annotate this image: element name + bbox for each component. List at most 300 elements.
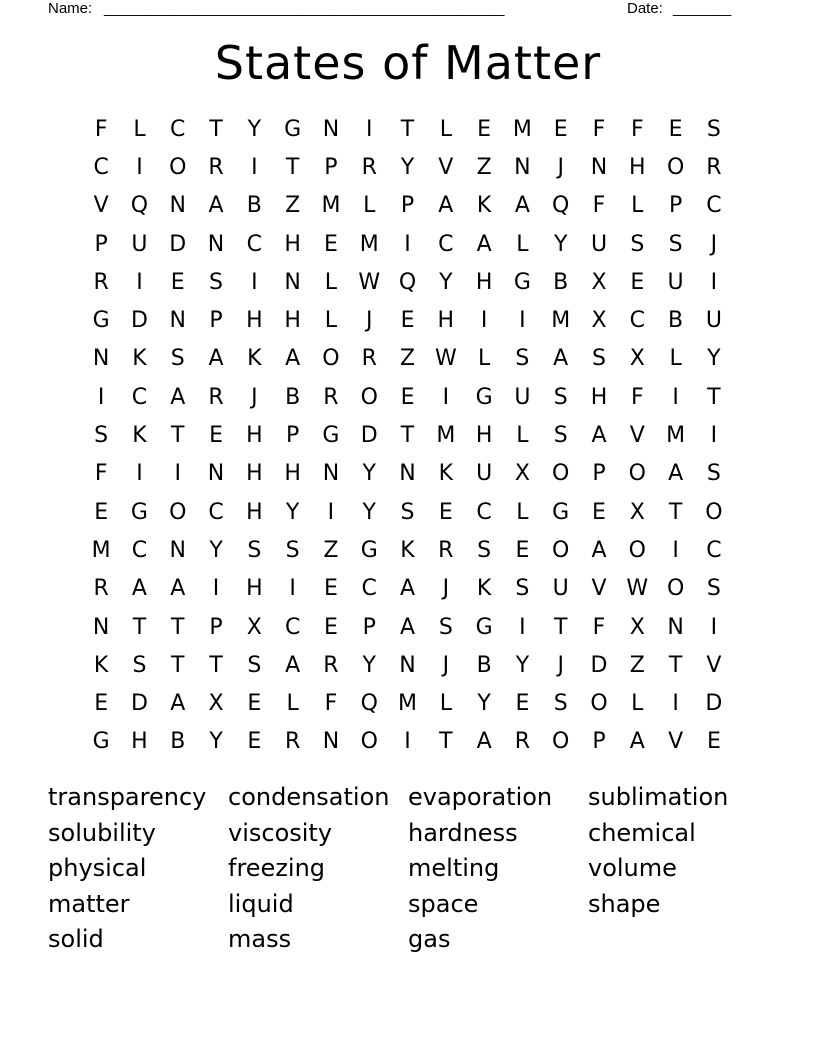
grid-letter: A (438, 193, 454, 219)
grid-letter: Z (323, 537, 339, 563)
grid-letter: U (514, 384, 531, 410)
grid-letter: A (208, 193, 224, 219)
grid-letter: F (324, 691, 338, 717)
grid-letter: V (93, 193, 109, 219)
grid-letter: Y (515, 652, 530, 678)
grid-letter: H (629, 154, 646, 180)
grid-letter: I (136, 269, 143, 295)
grid-letter: T (439, 729, 453, 755)
grid-letter: A (476, 231, 492, 257)
grid-letter: D (705, 691, 723, 717)
grid-letter: N (169, 193, 186, 219)
word-list-item: liquid (228, 889, 294, 918)
grid-letter: A (208, 346, 224, 372)
grid-letter: P (324, 154, 338, 180)
grid-letter: L (516, 231, 529, 257)
grid-letter: Z (629, 652, 645, 678)
grid-letter: D (130, 691, 148, 717)
grid-letter: I (136, 154, 143, 180)
grid-letter: Z (399, 346, 416, 372)
grid-letter: Q (130, 193, 149, 219)
grid-letter: E (706, 729, 721, 755)
grid-letter: R (93, 576, 109, 602)
grid-letter: I (97, 384, 105, 410)
grid-letter: O (322, 346, 340, 372)
grid-letter: H (246, 308, 263, 334)
grid-letter: S (477, 537, 492, 563)
grid-letter: I (136, 461, 143, 487)
grid-letter: T (209, 116, 223, 142)
grid-letter: A (591, 423, 607, 449)
grid-letter: H (475, 423, 493, 449)
grid-letter: N (399, 652, 416, 678)
grid-letter: G (513, 269, 531, 295)
grid-letter: E (400, 308, 415, 334)
grid-letter: E (400, 384, 415, 410)
grid-letter: C (93, 154, 109, 180)
grid-letter: X (629, 346, 645, 372)
grid-letter: E (323, 614, 338, 640)
worksheet-header (48, 0, 748, 20)
grid-letter: J (557, 652, 564, 678)
grid-letter: U (667, 269, 684, 295)
grid-letter: G (552, 499, 570, 525)
grid-letter: I (672, 691, 679, 717)
grid-letter: P (400, 193, 415, 219)
word-list-item: evaporation (408, 783, 553, 811)
grid-letter: W (434, 346, 457, 372)
grid-letter: H (246, 461, 263, 487)
grid-letter: A (170, 691, 186, 717)
grid-letter: T (668, 499, 683, 525)
grid-letter: X (629, 614, 645, 640)
grid-letter: I (672, 384, 679, 410)
grid-letter: H (284, 308, 301, 334)
word-list-item: volume (588, 854, 677, 882)
grid-letter: M (666, 423, 686, 449)
grid-letter: N (399, 461, 416, 487)
grid-letter: G (92, 308, 110, 334)
grid-letter: Z (285, 193, 301, 219)
grid-letter: E (477, 116, 492, 142)
grid-letter: P (668, 193, 683, 219)
grid-letter: I (519, 614, 526, 640)
grid-letter: U (705, 308, 722, 334)
grid-letter: Y (362, 652, 376, 678)
grid-letter: V (706, 652, 722, 678)
grid-letter: E (553, 116, 568, 142)
grid-letter: V (629, 423, 645, 449)
grid-letter: O (169, 154, 187, 180)
grid-letter: A (476, 729, 492, 755)
grid-letter: O (705, 499, 723, 525)
word-list-item: sublimation (588, 783, 729, 811)
word-list-item: chemical (588, 818, 696, 847)
grid-letter: J (442, 652, 450, 678)
grid-letter: E (438, 499, 453, 525)
grid-letter: I (404, 231, 411, 257)
grid-letter: R (323, 384, 339, 410)
grid-letter: O (628, 461, 646, 487)
grid-letter: S (438, 614, 453, 640)
word-list-item: transparency (48, 783, 207, 811)
grid-letter: S (706, 116, 721, 142)
grid-letter: Y (362, 499, 376, 525)
grid-letter: L (439, 691, 452, 717)
grid-letter: D (360, 423, 378, 449)
grid-letter: S (706, 576, 721, 602)
grid-letter: R (361, 346, 377, 372)
grid-letter: A (170, 384, 186, 410)
name-label: Name: (48, 0, 93, 17)
grid-letter: F (94, 116, 108, 142)
grid-letter: D (130, 308, 148, 334)
grid-letter: S (553, 691, 568, 717)
grid-letter: S (170, 346, 185, 372)
grid-letter: L (516, 499, 529, 525)
grid-letter: S (94, 423, 109, 449)
grid-letter: Y (209, 537, 223, 563)
grid-letter: O (552, 729, 570, 755)
grid-letter: H (590, 384, 608, 410)
grid-letter: B (668, 308, 684, 334)
grid-letter: O (552, 537, 570, 563)
grid-letter: H (246, 423, 263, 449)
grid-letter: Y (439, 269, 453, 295)
grid-letter: N (92, 614, 110, 640)
grid-letter: L (439, 116, 452, 142)
grid-letter: I (365, 116, 373, 142)
grid-letter: L (477, 346, 491, 372)
grid-letter: Q (552, 193, 570, 219)
grid-letter: O (628, 537, 646, 563)
grid-letter: Y (247, 116, 262, 142)
grid-letter: E (94, 691, 109, 717)
grid-letter: E (209, 423, 223, 449)
grid-letter: I (710, 423, 718, 449)
grid-letter: C (170, 116, 186, 142)
grid-letter: R (208, 384, 224, 410)
grid-letter: P (592, 461, 606, 487)
grid-letter: P (592, 729, 606, 755)
word-list-item: gas (408, 925, 451, 953)
grid-letter: L (324, 269, 338, 295)
grid-letter: C (629, 308, 645, 334)
grid-letter: E (247, 729, 262, 755)
grid-letter: O (169, 499, 187, 525)
grid-letter: Q (398, 269, 417, 295)
grid-letter: I (672, 537, 679, 563)
date-label: Date: (627, 0, 663, 17)
grid-letter: R (284, 729, 301, 755)
grid-letter: X (591, 269, 607, 295)
grid-letter: P (362, 614, 376, 640)
grid-letter: H (284, 231, 301, 257)
grid-letter: N (169, 537, 186, 563)
grid-letter: X (514, 461, 530, 487)
grid-letter: K (476, 576, 492, 602)
grid-letter: P (209, 308, 223, 334)
grid-letter: H (131, 729, 148, 755)
grid-letter: M (436, 423, 456, 449)
grid-letter: U (590, 231, 608, 257)
grid-letter: S (553, 384, 568, 410)
grid-letter: S (400, 499, 415, 525)
grid-letter: Y (477, 691, 491, 717)
grid-letter: U (131, 231, 148, 257)
grid-letter: G (360, 537, 378, 563)
name-field-line[interactable]: ________________________________________________ (104, 0, 505, 17)
grid-letter: I (480, 308, 488, 334)
grid-letter: A (399, 614, 416, 640)
grid-letter: K (476, 193, 492, 219)
grid-letter: C (208, 499, 224, 525)
grid-letter: Y (362, 461, 376, 487)
grid-letter: J (365, 308, 373, 334)
grid-letter: X (629, 499, 645, 525)
grid-letter: X (208, 691, 224, 717)
grid-letter: S (515, 346, 530, 372)
grid-letter: I (404, 729, 411, 755)
grid-letter: J (710, 231, 718, 257)
grid-letter: B (553, 269, 569, 295)
word-list-item: melting (408, 854, 500, 882)
grid-letter: B (246, 193, 262, 219)
grid-letter: Z (476, 154, 492, 180)
word-list-item: condensation (228, 783, 390, 811)
grid-letter: T (285, 154, 300, 180)
grid-letter: N (169, 308, 186, 334)
grid-letter: A (131, 576, 147, 602)
grid-letter: A (285, 346, 301, 372)
grid-letter: T (132, 614, 147, 640)
grid-letter: T (209, 652, 223, 678)
grid-letter: I (212, 576, 220, 602)
grid-letter: E (515, 691, 530, 717)
grid-letter: L (516, 423, 529, 449)
grid-letter: R (514, 729, 531, 755)
grid-letter: A (553, 346, 569, 372)
grid-letter: I (327, 499, 335, 525)
grid-letter: Y (285, 499, 300, 525)
word-list-item: matter (48, 889, 130, 918)
grid-letter: V (591, 576, 607, 602)
grid-letter: A (514, 193, 530, 219)
grid-letter: C (706, 537, 722, 563)
page-title: States of Matter (214, 36, 602, 90)
grid-letter: F (630, 384, 644, 410)
grid-letter: K (93, 652, 109, 678)
date-field-line[interactable]: _______ (673, 0, 732, 17)
grid-letter: E (515, 537, 530, 563)
grid-letter: I (251, 154, 258, 180)
word-list-item: hardness (408, 818, 518, 847)
grid-letter: L (669, 346, 682, 372)
word-list-item: solid (48, 925, 104, 953)
grid-letter: I (174, 461, 181, 487)
grid-letter: O (590, 691, 608, 717)
grid-letter: I (519, 308, 526, 334)
grid-letter: L (631, 691, 644, 717)
grid-letter: W (626, 576, 649, 602)
grid-letter: K (438, 461, 454, 487)
grid-letter: N (92, 346, 110, 372)
grid-letter: H (246, 576, 263, 602)
grid-letter: Q (360, 691, 378, 717)
grid-letter: Y (707, 346, 721, 372)
grid-letter: T (553, 614, 568, 640)
grid-letter: C (131, 384, 148, 410)
grid-letter: E (247, 691, 262, 717)
grid-letter: M (91, 537, 111, 563)
grid-letter: U (476, 461, 493, 487)
grid-letter: N (667, 614, 684, 640)
grid-letter: N (207, 231, 225, 257)
grid-letter: L (133, 116, 146, 142)
grid-letter: S (553, 423, 568, 449)
grid-letter: P (209, 614, 223, 640)
grid-letter: D (169, 231, 187, 257)
grid-letter: G (322, 423, 340, 449)
grid-letter: Y (209, 729, 223, 755)
grid-letter: F (592, 116, 606, 142)
grid-letter: K (132, 423, 147, 449)
grid-letter: T (400, 116, 415, 142)
grid-letter: F (592, 193, 606, 219)
grid-letter: S (515, 576, 530, 602)
grid-letter: L (363, 193, 376, 219)
grid-letter: B (476, 652, 492, 678)
grid-letter: O (360, 729, 378, 755)
grid-letter: U (552, 576, 569, 602)
grid-letter: X (246, 614, 262, 640)
word-list-item: freezing (228, 854, 326, 882)
grid-letter: E (630, 269, 645, 295)
grid-letter: R (438, 537, 454, 563)
grid-letter: C (706, 193, 722, 219)
grid-letter: F (592, 614, 606, 640)
grid-letter: E (94, 499, 109, 525)
grid-letter: O (360, 384, 378, 410)
grid-letter: F (630, 116, 644, 142)
grid-letter: M (321, 193, 341, 219)
grid-letter: J (251, 384, 258, 410)
grid-letter: S (706, 461, 721, 487)
grid-letter: N (322, 729, 340, 755)
grid-letter: C (361, 576, 377, 602)
grid-letter: E (170, 269, 185, 295)
grid-letter: H (437, 308, 455, 334)
grid-letter: A (399, 576, 416, 602)
grid-letter: M (551, 308, 571, 334)
grid-letter: C (131, 537, 148, 563)
grid-letter: S (668, 231, 683, 257)
grid-letter: O (552, 461, 570, 487)
grid-letter: E (668, 116, 683, 142)
grid-letter: R (93, 269, 109, 295)
grid-letter: E (592, 499, 606, 525)
grid-letter: I (710, 614, 718, 640)
grid-letter: H (475, 269, 493, 295)
grid-letter: S (285, 537, 300, 563)
letter-grid (82, 110, 733, 761)
grid-letter: F (94, 461, 108, 487)
grid-letter: J (442, 576, 450, 602)
grid-letter: H (284, 461, 301, 487)
grid-letter: Y (553, 231, 568, 257)
grid-letter: E (323, 576, 338, 602)
grid-letter: J (557, 154, 564, 180)
grid-letter: N (322, 461, 340, 487)
grid-letter: G (130, 499, 148, 525)
grid-letter: T (400, 423, 415, 449)
grid-letter: R (706, 154, 722, 180)
grid-letter: T (668, 652, 683, 678)
grid-letter: R (361, 154, 377, 180)
word-list-item: solubility (48, 818, 156, 847)
grid-letter: L (324, 308, 338, 334)
grid-letter: O (666, 154, 685, 180)
grid-letter: V (438, 154, 454, 180)
grid-letter: L (631, 193, 644, 219)
grid-letter: P (94, 231, 108, 257)
grid-letter: A (285, 652, 301, 678)
grid-letter: N (284, 269, 301, 295)
grid-letter: N (590, 154, 608, 180)
grid-letter: G (284, 116, 302, 142)
grid-letter: G (475, 614, 493, 640)
word-list-item: mass (228, 925, 292, 953)
word-list-item: viscosity (228, 818, 333, 847)
grid-letter: B (170, 729, 186, 755)
grid-letter: M (512, 116, 532, 142)
grid-letter: A (629, 729, 645, 755)
grid-letter: B (285, 384, 301, 410)
grid-letter: X (591, 308, 607, 334)
grid-letter: A (170, 576, 186, 602)
grid-letter: W (358, 269, 381, 295)
grid-letter: I (710, 269, 718, 295)
grid-letter: I (289, 576, 296, 602)
grid-letter: S (247, 652, 262, 678)
grid-letter: C (476, 499, 492, 525)
grid-letter: T (707, 384, 721, 410)
grid-letter: N (322, 116, 340, 142)
grid-letter: R (323, 652, 339, 678)
grid-letter: M (398, 691, 418, 717)
grid-letter: N (207, 461, 225, 487)
grid-letter: S (132, 652, 147, 678)
grid-letter: C (438, 231, 454, 257)
grid-letter: S (630, 231, 645, 257)
grid-letter: K (132, 346, 147, 372)
grid-letter: O (666, 576, 685, 602)
grid-letter: G (92, 729, 110, 755)
grid-letter: Y (400, 154, 415, 180)
grid-letter: I (251, 269, 258, 295)
word-list-item: space (408, 889, 479, 918)
grid-letter: A (668, 461, 684, 487)
grid-letter: T (171, 423, 185, 449)
grid-letter: T (171, 614, 185, 640)
word-list-item: physical (48, 854, 147, 882)
grid-letter: R (208, 154, 224, 180)
grid-letter: S (209, 269, 224, 295)
grid-letter: S (592, 346, 606, 372)
grid-letter: C (284, 614, 301, 640)
grid-letter: T (171, 652, 185, 678)
grid-letter: N (514, 154, 531, 180)
